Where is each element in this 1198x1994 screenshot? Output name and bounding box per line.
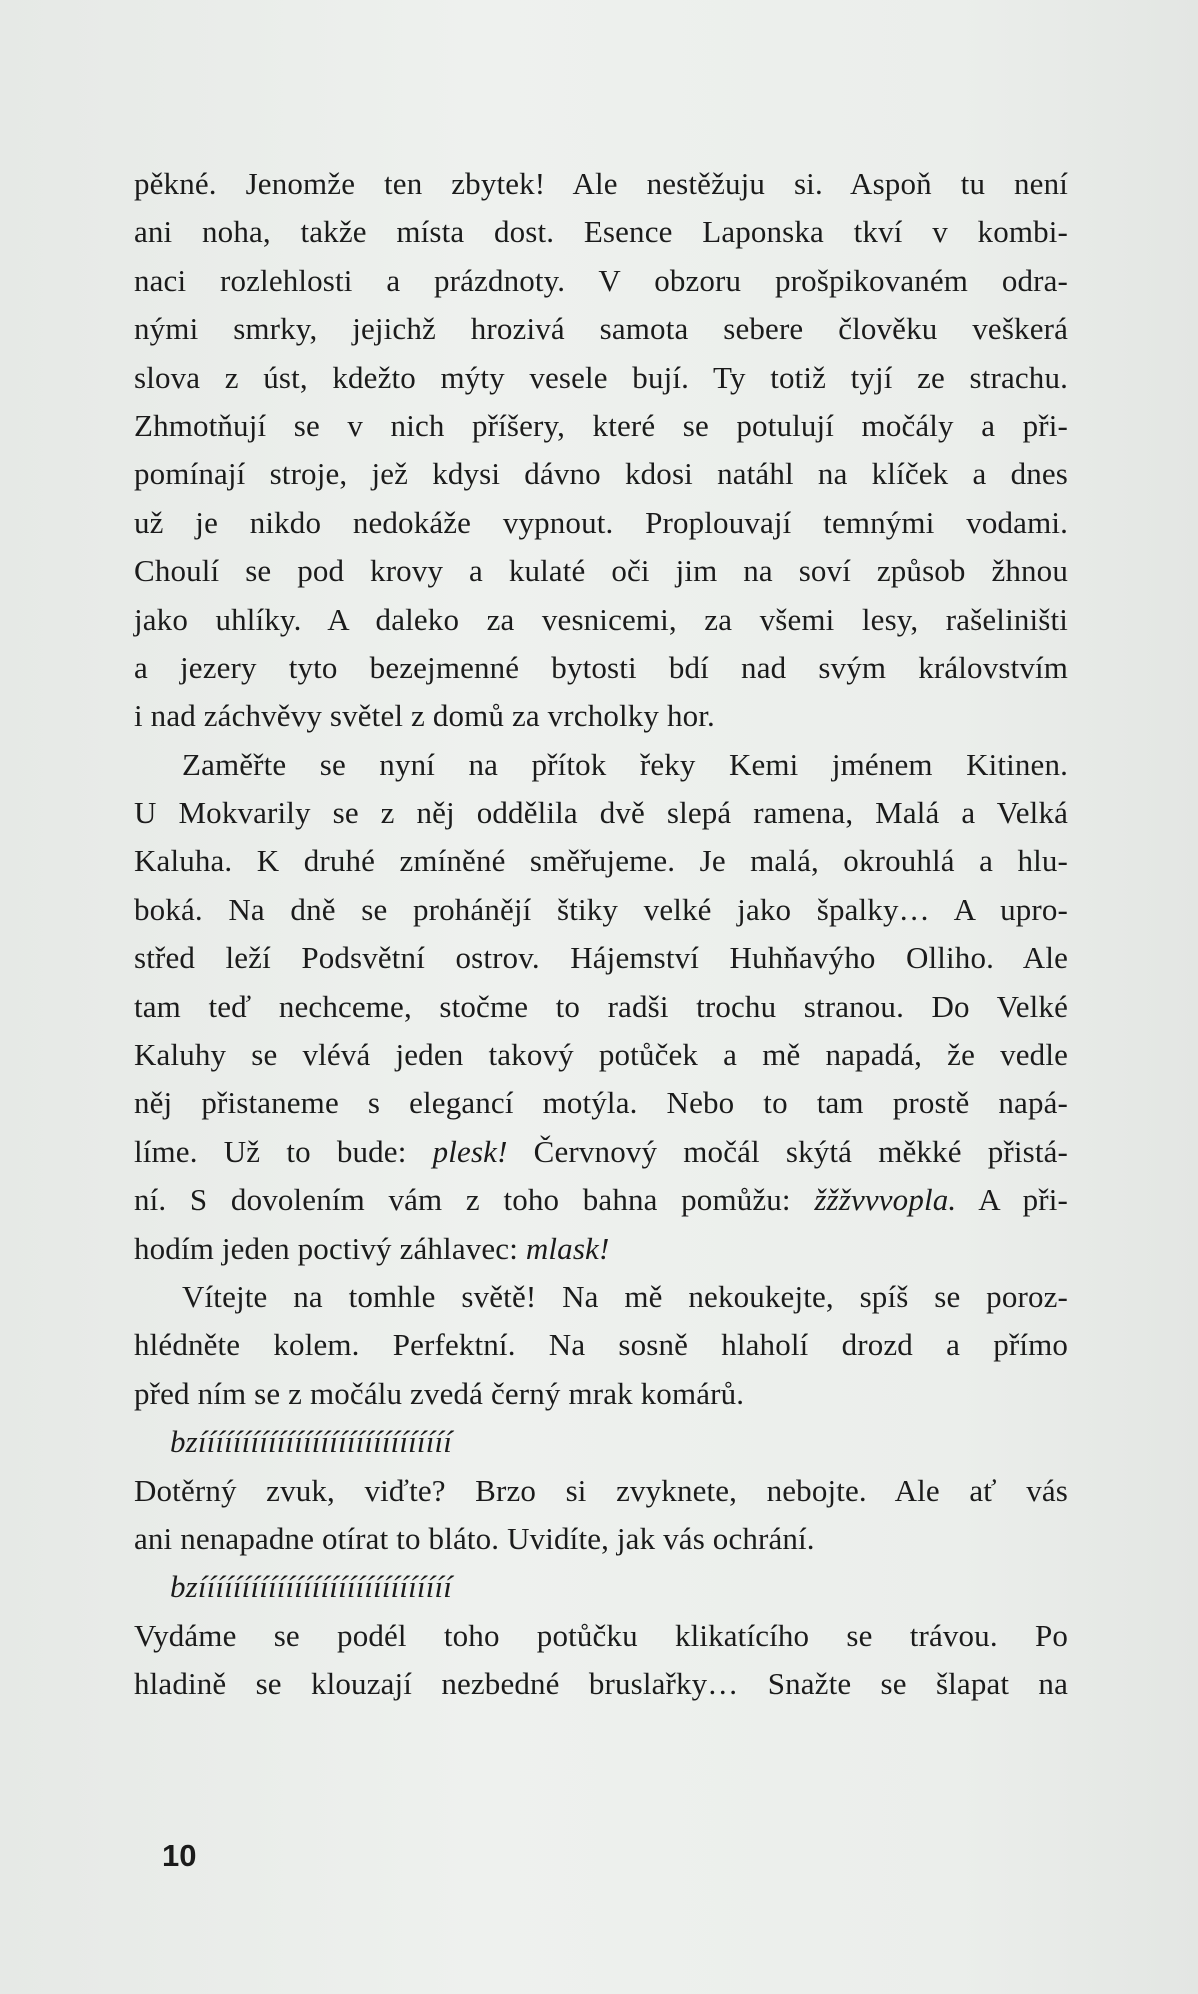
text-line: slova z úst, kdežto mýty vesele bují. Ty totiž tyjí ze strachu. bbox=[134, 359, 1068, 395]
text-line: střed leží Podsvětní ostrov. Hájemství Huhňavýho Olliho. Ale bbox=[134, 940, 1068, 976]
text-line bbox=[134, 1225, 1068, 1273]
text-segment: líme. Už to bude: bbox=[134, 1133, 433, 1169]
text-line: ani noha, takže místa dost. Esence Laponska tkví v kombi- bbox=[134, 214, 1068, 250]
text-line: Zaměřte se nyní na přítok řeky Kemi jménem Kitinen. bbox=[182, 746, 1068, 782]
sound-word: žžžvvvopla. bbox=[814, 1182, 957, 1218]
text-line bbox=[134, 1176, 1068, 1224]
text-line: už je nikdo nedokáže vypnout. Proplouvají temnými vodami. bbox=[134, 504, 1068, 540]
text-line: hladině se klouzají nezbedné bruslařky… Snažte se šlapat na bbox=[134, 1666, 1068, 1702]
text-line: jako uhlíky. A daleko za vesnicemi, za všemi lesy, rašeliništi bbox=[134, 601, 1068, 637]
text-segment: hodím jeden poctivý záhlavec: bbox=[134, 1230, 526, 1266]
text-segment: Červnový močál skýtá měkké přistá- bbox=[507, 1133, 1068, 1169]
sound-word: plesk! bbox=[432, 1133, 508, 1169]
text-segment: A při- bbox=[956, 1182, 1068, 1218]
page-number: 10 bbox=[162, 1838, 197, 1873]
text-line: naci rozlehlosti a prázdnoty. V obzoru prošpikovaném odra- bbox=[134, 262, 1068, 298]
text-line: Choulí se pod krovy a kulaté oči jim na soví způsob žhnou bbox=[134, 553, 1068, 589]
text-line: pomínají stroje, jež kdysi dávno kdosi natáhl na klíček a dnes bbox=[134, 456, 1068, 492]
text-line: Kaluha. K druhé zmíněné směřujeme. Je malá, okrouhlá a hlu- bbox=[134, 843, 1068, 879]
text-line: a jezery tyto bezejmenné bytosti bdí nad svým královstvím bbox=[134, 649, 1068, 685]
text-line: něj přistaneme s elegancí motýla. Nebo to tam prostě napá- bbox=[134, 1085, 1068, 1121]
text-line: pěkné. Jenomže ten zbytek! Ale nestěžuju si. Aspoň tu není bbox=[134, 166, 1068, 201]
text-line: hlédněte kolem. Perfektní. Na sosně hlaholí drozd a přímo bbox=[134, 1327, 1068, 1363]
text-line: Zhmotňují se v nich příšery, které se potulují močály a při- bbox=[134, 407, 1068, 443]
buzz-line: bzííííííííííííííííííííííííííííí bbox=[170, 1424, 452, 1460]
text-line: i nad záchvěvy světel z domů za vrcholky hor. bbox=[134, 698, 715, 734]
text-segment: ní. S dovolením vám z toho bahna pomůžu: bbox=[134, 1182, 815, 1218]
text-line: ani nenapadne otírat to bláto. Uvidíte, jak vás ochrání. bbox=[134, 1520, 815, 1556]
buzz-line: bzííííííííííííííííííííííííííííí bbox=[170, 1569, 452, 1605]
text-line: před ním se z močálu zvedá černý mrak komárů. bbox=[134, 1375, 745, 1411]
sound-word: mlask! bbox=[525, 1230, 610, 1266]
text-line: U Mokvarily se z něj oddělila dvě slepá ramena, Malá a Velká bbox=[134, 795, 1068, 831]
text-line: nými smrky, jejichž hrozivá samota sebere člověku veškerá bbox=[134, 311, 1068, 347]
text-line bbox=[134, 1128, 1068, 1176]
text-line: Vydáme se podél toho potůčku klikatícího se trávou. Po bbox=[134, 1617, 1068, 1653]
text-line: Vítejte na tomhle světě! Na mě nekoukejte, spíš se poroz- bbox=[182, 1278, 1068, 1314]
text-line: Dotěrný zvuk, viďte? Brzo si zvyknete, nebojte. Ale ať vás bbox=[134, 1472, 1068, 1508]
text-line: boká. Na dně se prohánějí štiky velké jako špalky… A upro- bbox=[134, 891, 1068, 927]
body-text bbox=[134, 160, 1068, 1709]
text-line: Kaluhy se vlévá jeden takový potůček a mě napadá, že vedle bbox=[134, 1037, 1068, 1073]
text-line: tam teď nechceme, stočme to radši trochu stranou. Do Velké bbox=[134, 988, 1068, 1024]
